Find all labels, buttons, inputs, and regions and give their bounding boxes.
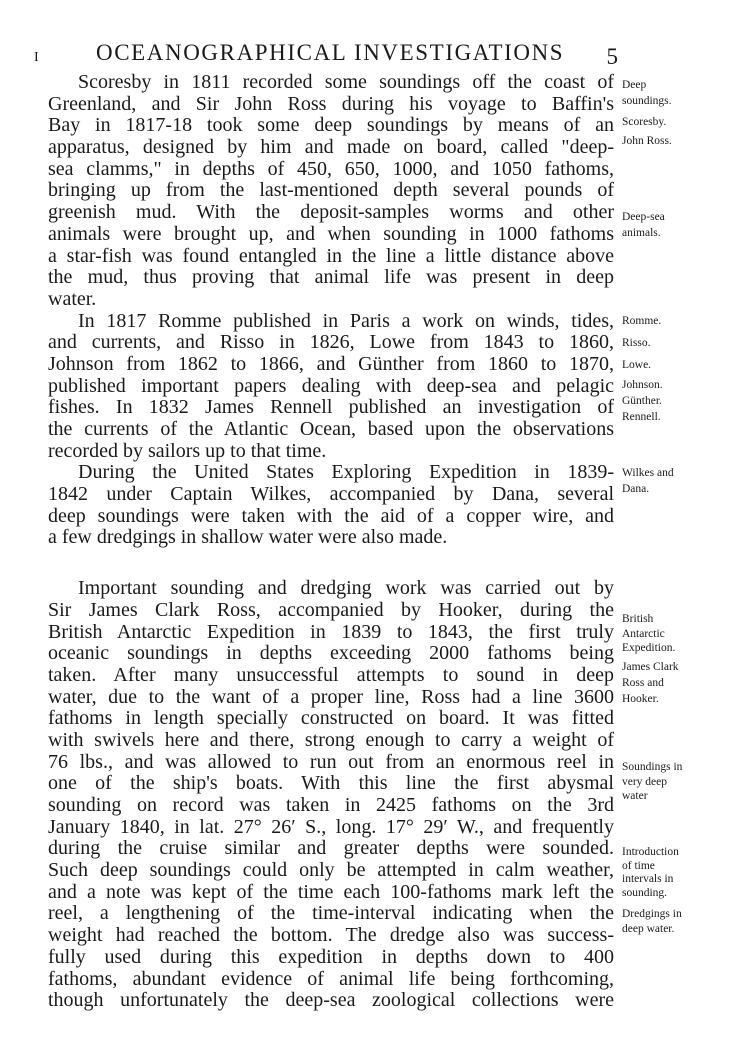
margin-note: Johnson. xyxy=(622,379,663,391)
margin-note: John Ross. xyxy=(622,135,672,147)
text-line: water. xyxy=(48,288,97,310)
margin-note: soundings. xyxy=(622,95,672,107)
margin-note: Antarctic xyxy=(622,628,665,640)
chapter-number: I xyxy=(34,50,39,65)
text-line: reel, a lengthening of the time-interval indicating when the xyxy=(48,903,614,925)
text-line: fishes. In 1832 James Rennell published an investigation of xyxy=(48,397,614,419)
margin-note: Wilkes and xyxy=(622,467,674,479)
text-line: though unfortunately the deep-sea zoological collections were xyxy=(48,990,614,1012)
margin-note: water xyxy=(622,790,648,802)
text-line: sounding on record was taken in 2425 fathoms on the 3rd xyxy=(48,795,614,816)
text-line: a star-fish was found entangled in the line a little distance above xyxy=(48,245,614,267)
text-line: with swivels here and there, strong enough to carry a weight of xyxy=(48,729,614,751)
text-line: Johnson from 1862 to 1866, and Günther from 1860 to 1870, xyxy=(48,353,614,375)
margin-note: Hooker. xyxy=(622,693,659,705)
text-line: one of the ship's boats. With this line the first abysmal xyxy=(48,773,614,795)
text-line: fathoms in length specially constructed on board. It was fitted xyxy=(48,708,614,730)
margin-note: animals. xyxy=(622,227,661,239)
paragraph-british-antarctic xyxy=(48,578,614,1012)
text-line: fully used during this expedition in depths down to 400 xyxy=(48,946,614,968)
running-title: OCEANOGRAPHICAL INVESTIGATIONS xyxy=(96,40,565,65)
text-line: oceanic soundings in depths exceeding 2000 fathoms being xyxy=(48,643,614,665)
text-line: In 1817 Romme published in Paris a work on winds, tides, xyxy=(78,310,614,332)
paragraph-scoresby-ross xyxy=(48,72,614,311)
text-line: fathoms, abundant evidence of animal life being forthcoming, xyxy=(48,968,614,990)
text-line: and currents, and Risso in 1826, Lowe from 1843 to 1860, xyxy=(48,332,614,354)
margin-note: Expedition. xyxy=(622,642,676,654)
margin-note: Rennell. xyxy=(622,411,661,423)
margin-note: Romme. xyxy=(622,315,662,327)
text-line: during the cruise similar and greater depths were sounded. xyxy=(48,838,614,860)
text-line: the currents of the Atlantic Ocean, based upon the observations xyxy=(48,419,614,440)
paragraph-wilkes xyxy=(48,462,614,549)
margin-note: Dana. xyxy=(622,483,650,495)
margin-note: very deep xyxy=(622,776,668,788)
body-text xyxy=(48,72,614,1012)
text-line: 76 lbs., and was allowed to run out from an enormous reel in xyxy=(48,751,614,773)
margin-note: James Clark xyxy=(622,661,679,673)
text-line: and a note was kept of the time each 100-fathoms mark left the xyxy=(48,881,614,903)
text-line: greenish mud. With the deposit-samples worms and other xyxy=(48,202,614,224)
margin-note: Lowe. xyxy=(622,359,652,371)
margin-note: British xyxy=(622,613,654,625)
running-header xyxy=(34,40,622,72)
text-line: Such deep soundings could only be attempted in calm weather, xyxy=(48,860,614,882)
text-line: bringing up from the last-mentioned depth several pounds of xyxy=(48,180,614,202)
text-line: Sir James Clark Ross, accompanied by Hooker, during the xyxy=(48,599,614,621)
margin-note: sounding. xyxy=(622,887,668,899)
text-line: animals were brought up, and when sounding in 1000 fathoms xyxy=(48,223,614,245)
page-number: 5 xyxy=(606,44,618,69)
paragraph-gap xyxy=(48,549,614,578)
margin-note: Deep xyxy=(622,79,647,91)
text-line: apparatus, designed by him and made on board, called "deep- xyxy=(48,137,614,159)
text-line: weight had reached the bottom. The dredge also was success- xyxy=(48,925,614,947)
text-line: Important sounding and dredging work was carried out by xyxy=(78,578,614,600)
text-line: a few dredgings in shallow water were also made. xyxy=(48,527,448,549)
text-line: Bay in 1817-18 took some deep soundings by means of an xyxy=(48,115,614,137)
margin-note: Ross and xyxy=(622,677,664,689)
margin-note: Deep-sea xyxy=(622,211,665,223)
margin-note: intervals in xyxy=(622,873,674,885)
margin-note: Introduction xyxy=(622,846,679,858)
text-line: published important papers dealing with deep-sea and pelagic xyxy=(48,375,614,397)
paragraph-romme-rennell xyxy=(48,311,614,463)
margin-note: Dredgings in xyxy=(622,908,682,920)
text-line: recorded by sailors up to that time. xyxy=(48,440,327,462)
text-line: January 1840, in lat. 27° 26′ S., long. 17° 29′ W., and frequently xyxy=(48,816,614,838)
text-line: 1842 under Captain Wilkes, accompanied by Dana, several xyxy=(48,484,614,506)
text-line: Scoresby in 1811 recorded some soundings off the coast of xyxy=(78,72,614,93)
text-line: deep soundings were taken with the aid of a copper wire, and xyxy=(48,505,614,527)
margin-note: deep water. xyxy=(622,923,675,935)
margin-note: Scoresby. xyxy=(622,116,667,128)
margin-note: of time xyxy=(622,860,655,872)
text-line: sea clamms," in depths of 450, 650, 1000, and 1050 fathoms, xyxy=(48,158,614,180)
text-line: Greenland, and Sir John Ross during his voyage to Baffin's xyxy=(48,93,614,115)
text-line: During the United States Exploring Expedition in 1839- xyxy=(78,462,614,484)
margin-note: Günther. xyxy=(622,395,662,407)
margin-note: Risso. xyxy=(622,337,651,349)
margin-note: Soundings in xyxy=(622,761,683,773)
text-line: taken. After many unsuccessful attempts to sound in deep xyxy=(48,664,614,686)
text-line: water, due to the want of a proper line, Ross had a line 3600 xyxy=(48,686,614,708)
text-line: the mud, thus proving that animal life was present in deep xyxy=(48,267,614,289)
text-line: British Antarctic Expedition in 1839 to 1843, the first truly xyxy=(48,621,614,643)
